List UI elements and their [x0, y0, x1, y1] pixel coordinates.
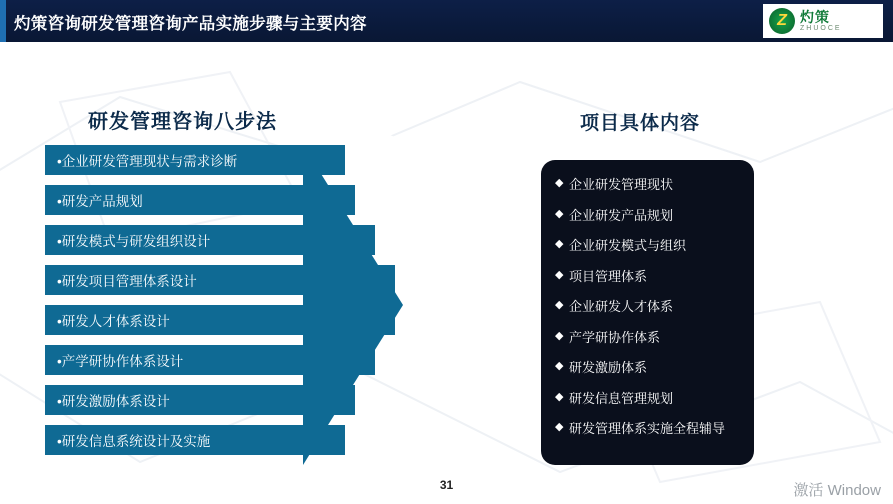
step-label-1: •企业研发管理现状与需求诊断: [57, 154, 238, 169]
page-number: 31: [439, 478, 454, 492]
content-item-6[interactable]: [555, 329, 742, 347]
content-label-8: 研发信息管理规划: [569, 390, 674, 406]
step-label-4: •研发项目管理体系设计: [57, 274, 197, 289]
right-section-title: 项目具体内容: [580, 113, 701, 134]
diamond-bullet-icon: ◆: [555, 268, 564, 281]
content-item-1[interactable]: [555, 176, 742, 194]
content-label-3: 企业研发模式与组织: [569, 238, 687, 254]
step-bar-6[interactable]: [45, 345, 375, 375]
step-label-3: •研发模式与研发组织设计: [57, 234, 211, 249]
header-accent-bar: [0, 0, 6, 42]
content-item-8[interactable]: [555, 390, 742, 408]
step-bar-5[interactable]: [45, 305, 395, 335]
eight-step-arrow: [45, 145, 445, 465]
step-bar-3[interactable]: [45, 225, 375, 255]
content-item-5[interactable]: [555, 298, 742, 316]
step-bar-7[interactable]: [45, 385, 355, 415]
content-label-6: 产学研协作体系: [569, 329, 661, 345]
zhuoce-logo-icon: [769, 8, 795, 34]
diamond-bullet-icon: ◆: [555, 390, 564, 403]
content-item-4[interactable]: [555, 268, 742, 286]
activation-watermark: 激活 Window: [793, 482, 881, 499]
content-label-1: 企业研发管理现状: [569, 177, 674, 192]
step-label-2: •研发产品规划: [57, 194, 143, 209]
step-bar-2[interactable]: [45, 185, 355, 215]
step-label-8: •研发信息系统设计及实施: [57, 434, 211, 449]
slide-header: [0, 0, 893, 42]
logo-en-label: ZHUOCE: [800, 24, 842, 32]
diamond-bullet-icon: ◆: [555, 299, 564, 312]
content-item-2[interactable]: [555, 207, 742, 225]
diamond-bullet-icon: ◆: [555, 329, 564, 342]
project-content-box: [541, 160, 754, 465]
content-label-4: 项目管理体系: [569, 268, 648, 284]
step-bar-1[interactable]: [45, 145, 345, 175]
step-label-6: •产学研协作体系设计: [57, 354, 184, 369]
step-bar-4[interactable]: [45, 265, 395, 295]
diamond-bullet-icon: ◆: [555, 207, 564, 220]
content-label-2: 企业研发产品规划: [569, 207, 674, 223]
step-bar-8[interactable]: [45, 425, 345, 455]
diamond-bullet-icon: ◆: [555, 360, 564, 373]
content-item-9[interactable]: [555, 420, 742, 438]
step-label-5: •研发人才体系设计: [57, 314, 170, 329]
content-item-7[interactable]: [555, 359, 742, 377]
content-item-3[interactable]: [555, 237, 742, 255]
page-title: 灼策咨询研发管理咨询产品实施步骤与主要内容: [14, 15, 367, 33]
diamond-bullet-icon: ◆: [555, 421, 564, 434]
content-label-9: 研发管理体系实施全程辅导: [569, 421, 726, 437]
content-label-7: 研发激励体系: [569, 360, 648, 376]
logo-cn-label: 灼策: [800, 8, 830, 25]
logo-text: [800, 10, 842, 32]
diamond-bullet-icon: ◆: [555, 177, 564, 189]
brand-logo: [763, 4, 883, 38]
content-label-5: 企业研发人才体系: [569, 299, 674, 315]
left-section-title: 研发管理咨询八步法: [88, 111, 277, 133]
diamond-bullet-icon: ◆: [555, 238, 564, 251]
step-label-7: •研发激励体系设计: [57, 394, 170, 409]
